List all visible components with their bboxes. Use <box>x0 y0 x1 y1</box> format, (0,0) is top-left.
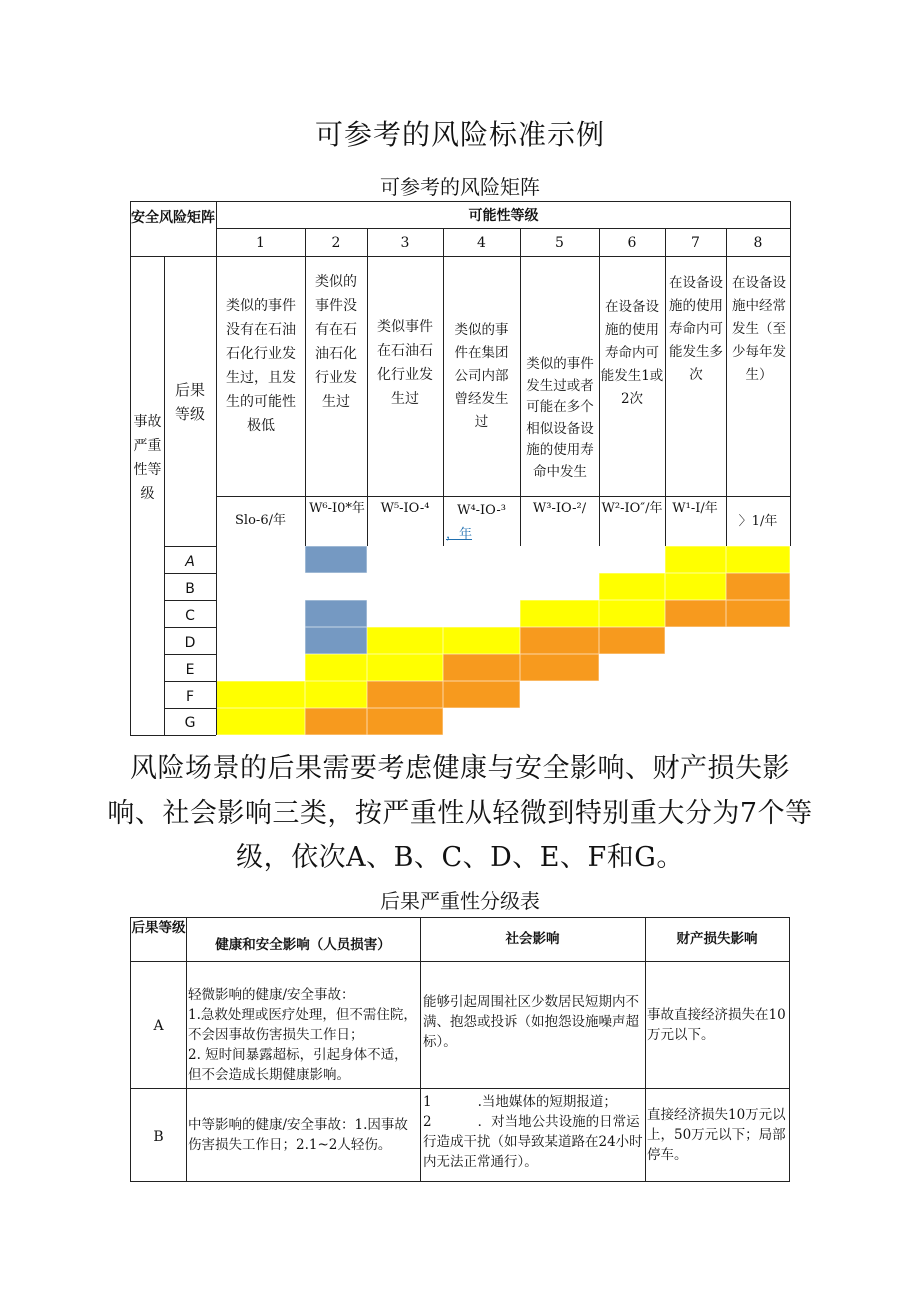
risk-cell-orange <box>305 708 367 735</box>
risk-cell-orange <box>726 600 790 627</box>
frequency-link[interactable]: ，年 <box>446 527 473 542</box>
frequency-value: Slo-6/年 <box>235 513 286 528</box>
risk-cell-yellow <box>599 573 665 600</box>
likelihood-description: 类似事件在石油石化行业发生过 <box>377 319 433 407</box>
paragraph-line: 响、社会影响三类，按严重性从轻微到特别重大分为7个等 <box>107 798 813 829</box>
paragraph-line: 风险场景的后果需要考虑健康与安全影响、财产损失影 <box>130 753 790 784</box>
severity-level-label: D <box>184 635 196 651</box>
risk-cell-yellow <box>665 546 726 573</box>
risk-cell-orange <box>520 654 599 681</box>
risk-cell-yellow <box>216 708 305 735</box>
frequency-value: W³-IO-²/ <box>532 501 587 516</box>
risk-cell-orange <box>443 681 520 708</box>
risk-cell-yellow <box>367 627 443 654</box>
risk-cell-yellow <box>520 600 599 627</box>
likelihood-description: 类似的事件没有在石油石化行业发生过，且发生的可能性极低 <box>226 298 296 434</box>
severity-level-label: C <box>185 608 195 624</box>
social-impact-cell: 1 .当地媒体的短期报道； 2 ．对当地公共设施的日常运行造成干扰（如导致某道路在24小时内无法正常通行）。 <box>423 1094 643 1170</box>
likelihood-description: 类似的事件在集团公司内部曾经发生过 <box>454 322 509 430</box>
risk-cell-yellow <box>305 681 367 708</box>
col-header: 2 <box>331 235 341 251</box>
risk-cell-orange <box>367 708 443 735</box>
table-header: 财产损失影响 <box>676 931 758 947</box>
col-header: 4 <box>477 235 486 251</box>
risk-cell-orange <box>599 627 665 654</box>
severity-level-label: F <box>185 689 195 705</box>
severity-level-label: A <box>185 554 195 570</box>
col-header: 6 <box>627 235 637 251</box>
risk-cell-orange <box>726 573 790 600</box>
table-header: 社会影响 <box>505 931 560 947</box>
col-header: 5 <box>555 235 564 251</box>
frequency-value: W²-IO″/年 <box>601 501 663 516</box>
property-impact-cell: 事故直接经济损失在10万元以下。 <box>647 1007 786 1043</box>
paragraph-line: 级，依次A、B、C、D、E、F和G。 <box>236 842 684 873</box>
frequency-value: W⁴-IO-³ <box>457 503 506 518</box>
likelihood-header: 可能性等级 <box>468 208 539 224</box>
table-header: 健康和安全影响（人员损害） <box>215 937 391 953</box>
risk-cell-blue <box>305 600 367 627</box>
likelihood-description: 在设备设施中经常发生（至少每年发生） <box>732 275 786 383</box>
severity-level-cell: B <box>153 1129 164 1145</box>
severity-table-caption: 后果严重性分级表 <box>380 889 540 913</box>
risk-cell-yellow <box>367 654 443 681</box>
risk-cell-orange <box>520 627 599 654</box>
likelihood-description: 在设备设施的使用寿命内可能发生1或2次 <box>600 299 664 407</box>
frequency-value: W⁶-I0*年 <box>309 501 365 516</box>
col-header: 1 <box>256 235 265 251</box>
col-header: 7 <box>691 235 700 251</box>
consequence-label: 后果等级 <box>174 381 205 423</box>
table-header: 后果等级 <box>131 920 186 936</box>
frequency-value: W⁵-IO-⁴ <box>380 501 430 516</box>
risk-cell-yellow <box>599 600 665 627</box>
severity-axis-label: 事故严重性等级 <box>133 414 162 502</box>
severity-level-label: B <box>185 581 195 597</box>
risk-cell-blue <box>305 627 367 654</box>
col-header: 8 <box>753 235 763 251</box>
risk-cell-yellow <box>665 573 726 600</box>
risk-cell-yellow <box>726 546 790 573</box>
severity-level-cell: A <box>153 1018 164 1034</box>
page-title: 可参考的风险标准示例 <box>314 118 605 151</box>
likelihood-description: 类似的事件没有在石油石化行业发生过 <box>315 274 357 410</box>
health-impact-cell: 中等影响的健康/安全事故：1.因事故伤害损失工作日；2.1~2人轻伤。 <box>188 1117 408 1153</box>
likelihood-description: 类似的事件发生过或者可能在多个相似设备设施的使用寿命中发生 <box>526 356 594 480</box>
risk-cell-orange <box>367 681 443 708</box>
risk-cell-orange <box>665 600 726 627</box>
matrix-corner-label: 安全风险矩阵 <box>131 210 215 226</box>
severity-level-label: G <box>184 715 196 731</box>
frequency-value: W¹-I/年 <box>672 501 718 516</box>
frequency-value: 〉1/年 <box>738 514 778 529</box>
health-impact-cell: 轻微影响的健康/安全事故： 1.急救处理或医疗处理，但不需住院，不会因事故伤害损失工作日； 2. 短时间暴露超标，引起身体不适，但不会造成长期健康影响。 <box>188 987 417 1083</box>
risk-cell-orange <box>443 654 520 681</box>
risk-cell-yellow <box>443 627 520 654</box>
likelihood-description: 在设备设施的使用寿命内可能发生多次 <box>669 275 723 383</box>
property-impact-cell: 直接经济损失10万元以上，50万元以下；局部停车。 <box>647 1107 786 1163</box>
col-header: 3 <box>400 235 410 251</box>
matrix-caption: 可参考的风险矩阵 <box>380 175 540 199</box>
risk-cell-blue <box>305 546 367 573</box>
risk-cell-yellow <box>216 681 305 708</box>
risk-cell-yellow <box>305 654 367 681</box>
severity-level-label: E <box>185 662 195 678</box>
social-impact-cell: 能够引起周围社区少数居民短期内不满、抱怨或投诉（如抱怨设施噪声超标）。 <box>423 994 639 1050</box>
